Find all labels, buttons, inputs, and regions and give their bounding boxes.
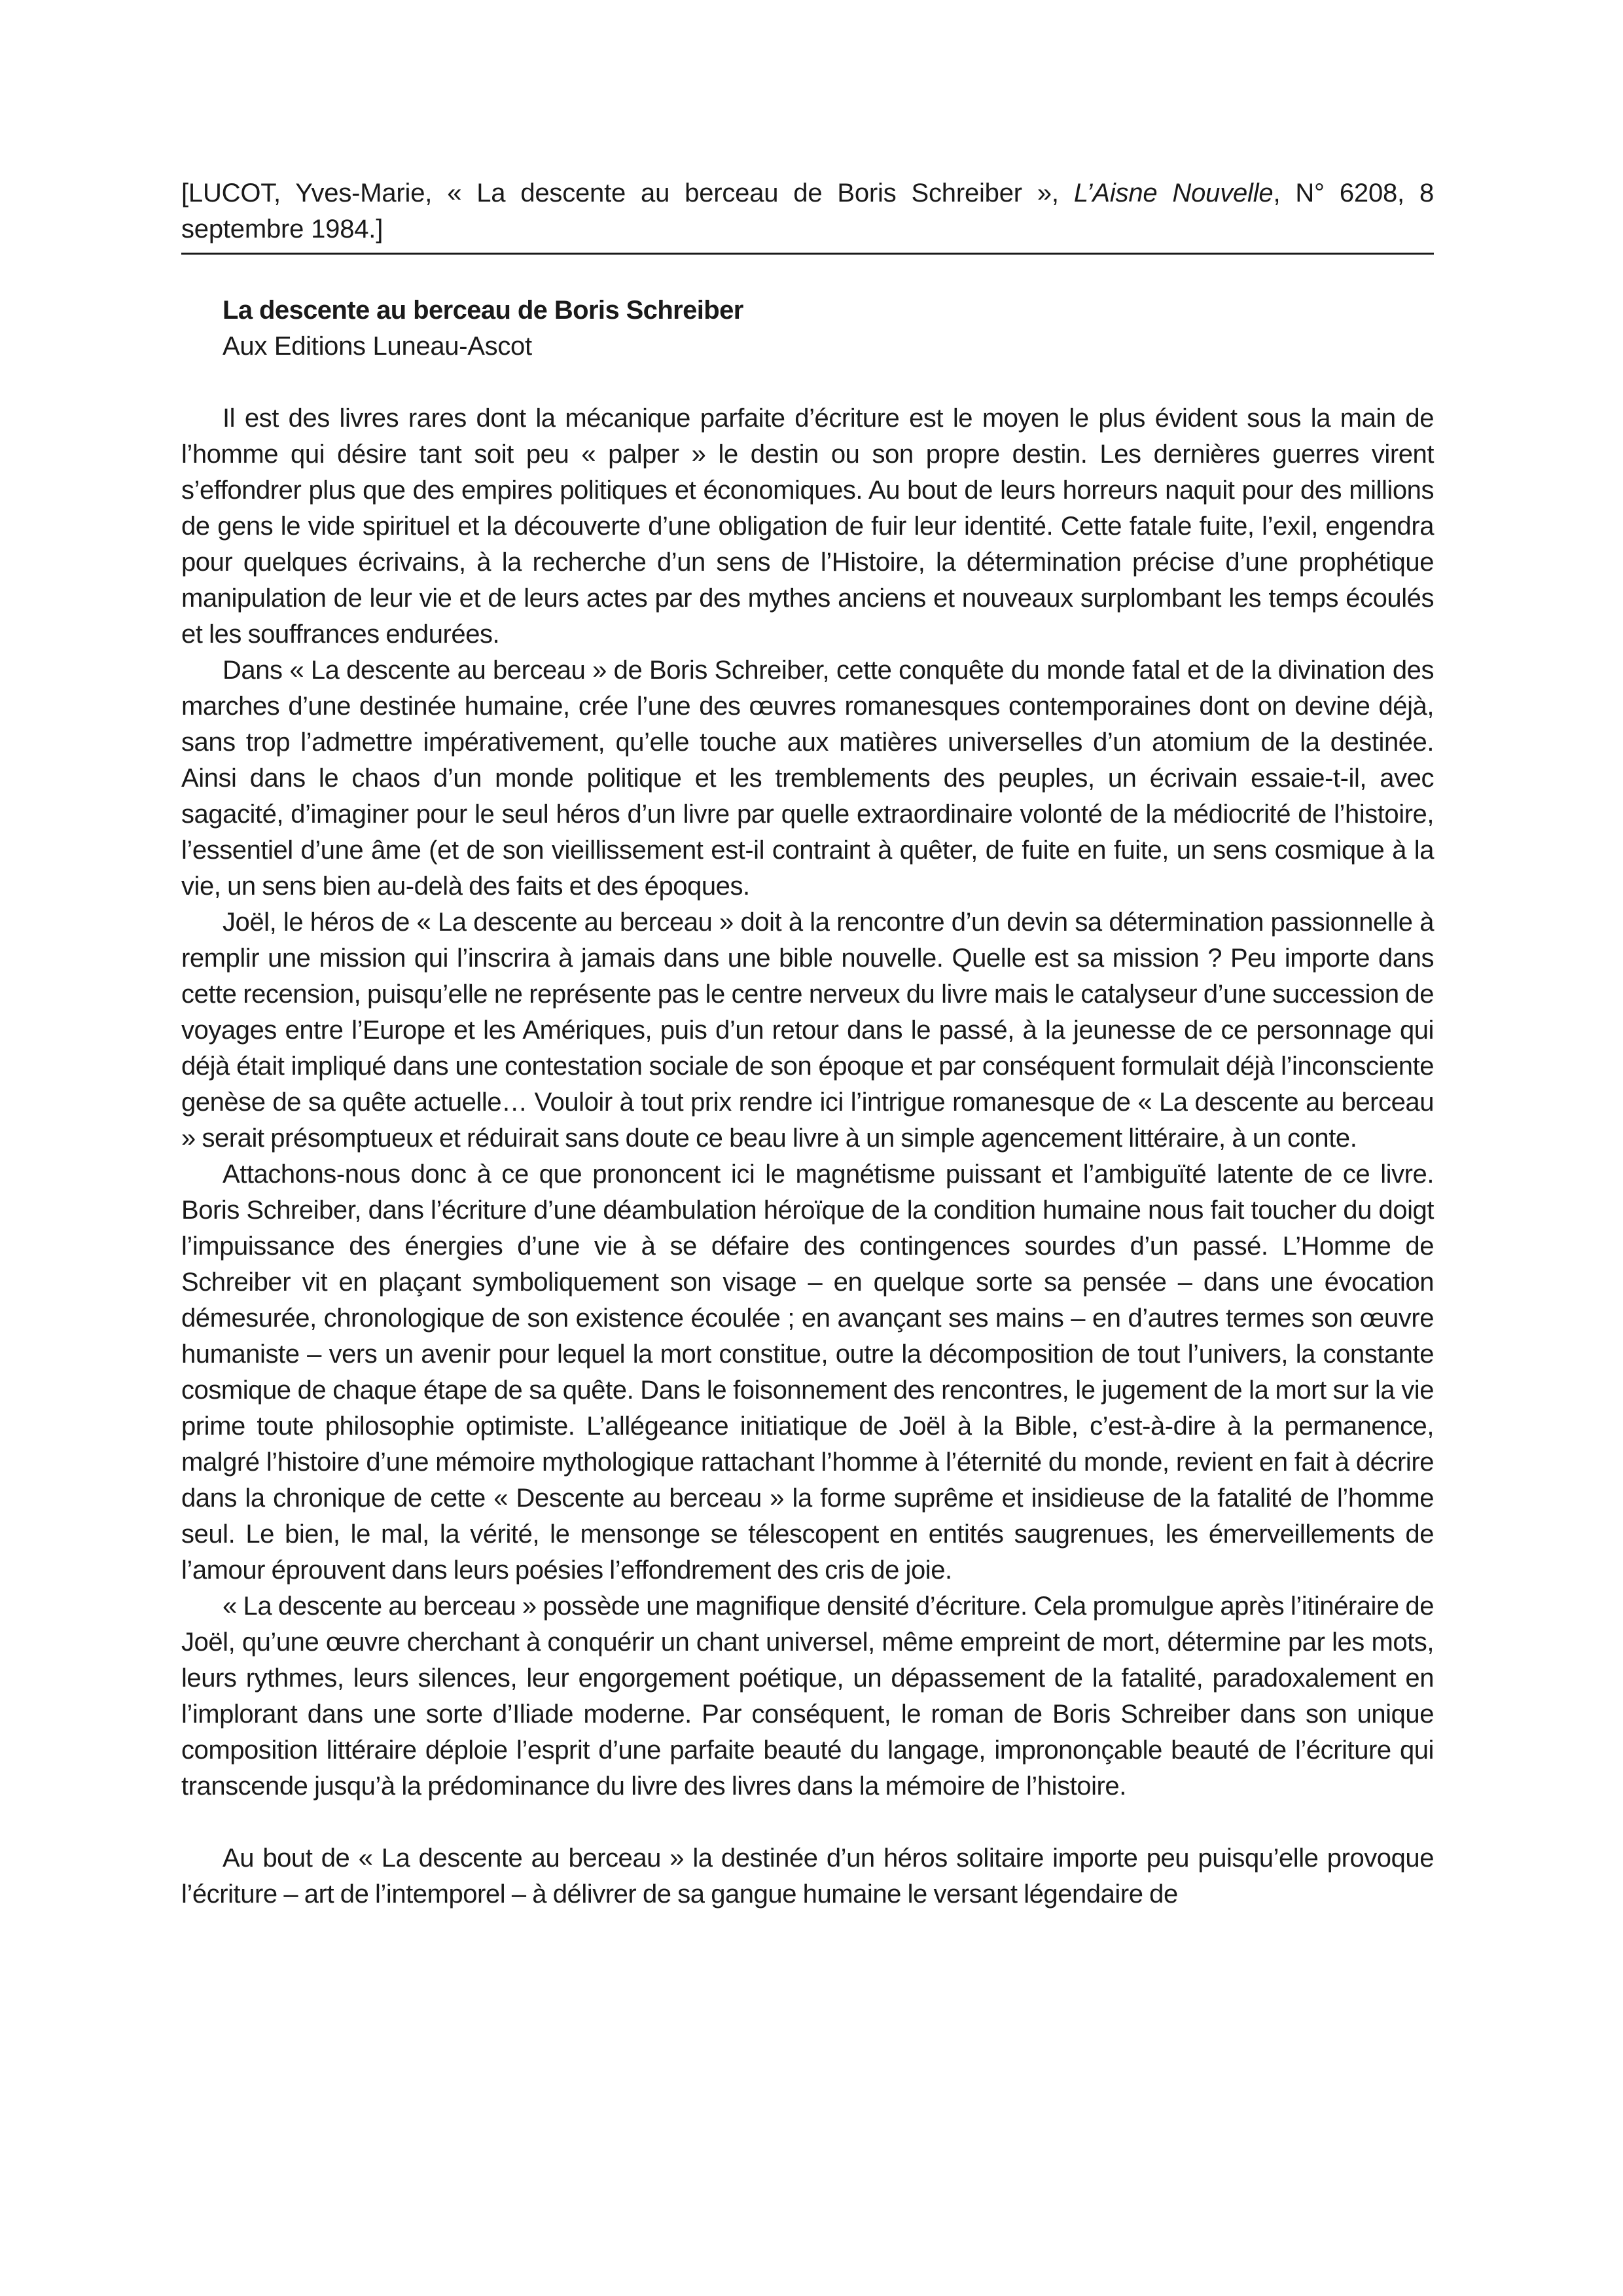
paragraph: Il est des livres rares dont la mécanique parfaite d’écriture est le moyen le plus évident sous la main de l’homme qui désire tant soit peu « palper » le destin ou son propre destin. Les dernières guerres virent s’effondrer plus que des empires politiques et économiques. Au bout de leurs horreurs naquit pour des millions de gens le vide spirituel et la découverte d’une obligation de fuir leur identité. Cette fatale fuite, l’exil, engendra pour quelques écrivains, à la recherche d’un sens de l’Histoire, la détermination précise d’une prophétique manipulation de leur vie et de leurs actes par des mythes anciens et nouveaux surplombant les temps écoulés et les souffrances endurées.	[181, 404, 1434, 649]
paragraph: Joël, le héros de « La descente au berceau » doit à la rencontre d’un devin sa détermination passionnelle à remplir une mission qui l’inscrira à jamais dans une bible nouvelle. Quelle est sa mission ? Peu importe dans cette recension, puisqu’elle ne représente pas le centre nerveux du livre mais le catalyseur d’une succession de voyages entre l’Europe et les Amériques, puis d’un retour dans le passé, à la jeunesse de ce personnage qui déjà était impliqué dans une contestation sociale de son époque et par conséquent formulait déjà l’inconsciente genèse de sa quête actuelle… Vouloir à tout prix rendre ici l’intrigue romanesque de « La descente au berceau » serait présomptueux et réduirait sans doute ce beau livre à un simple agencement littéraire, à un conte.	[181, 908, 1434, 1153]
paragraph: Dans « La descente au berceau » de Boris Schreiber, cette conquête du monde fatal et de la divination des marches d’une destinée humaine, crée l’une des œuvres romanesques contemporaines dont on devine déjà, sans trop l’admettre impérativement, qu’elle touche aux matières universelles d’un atomium de la destinée. Ainsi dans le chaos d’un monde politique et les tremblements des peuples, un écrivain essaie-t-il, avec sagacité, d’imaginer pour le seul héros d’un livre par quelle extraordinaire volonté de la médiocrité de l’histoire, l’essentiel d’une âme (et de son vieillissement est-il contraint à quêter, de fuite en fuite, un sens cosmique à la vie, un sens bien au-delà des faits et des époques.	[181, 656, 1434, 901]
book-title: La descente au berceau de Boris Schreiber	[223, 296, 743, 325]
paragraph: Attachons-nous donc à ce que prononcent ici le magnétisme puissant et l’ambiguïté latente de ce livre. Boris Schreiber, dans l’écriture d’une déambulation héroïque de la condition humaine nous fait toucher du doigt l’impuissance des énergies d’une vie à se défaire des contingences sourdes d’un passé. L’Homme de Schreiber vit en plaçant symboliquement son visage – en quelque sorte sa pensée – dans une évocation démesurée, chronologique de son existence écoulée ; en avançant ses mains – en d’autres termes son œuvre humaniste – vers un avenir pour lequel la mort constitue, outre la décomposition de tout l’univers, la constante cosmique de chaque étape de sa quête. Dans le foisonnement des rencontres, le jugement de la mort sur la vie prime toute philosophie optimiste. L’allégeance initiatique de Joël à la Bible, c’est-à-dire à la permanence, malgré l’histoire d’une mémoire mythologique rattachant l’homme à l’éternité du monde, revient en fait à décrire dans la chronique de cette « Descente au berceau » la forme suprême et insidieuse de la fatalité de l’homme seul. Le bien, le mal, la vérité, le mensonge se télescopent en entités saugrenues, les émerveillements de l’amour éprouvent dans leurs poésies l’effondrement des cris de joie.	[181, 1160, 1434, 1585]
citation-reference	[181, 175, 1434, 255]
citation-prefix: [LUCOT, Yves-Marie, « La descente au berceau de Boris Schreiber »,	[181, 179, 1074, 207]
document-page	[181, 175, 1434, 1912]
paragraph: « La descente au berceau » possède une magnifique densité d’écriture. Cela promulgue après l’itinéraire de Joël, qu’une œuvre cherchant à conquérir un chant universel, même empreint de mort, détermine par les mots, leurs rythmes, leurs silences, leur engorgement poétique, un dépassement de la fatalité, paradoxalement en l’implorant dans une sorte d’Iliade moderne. Par conséquent, le roman de Boris Schreiber dans son unique composition littéraire déploie l’esprit d’une parfaite beauté du langage, imprononçable beauté de l’écriture qui transcende jusqu’à la prédominance du livre des livres dans la mémoire de l’histoire.	[181, 1592, 1434, 1801]
paragraph: Au bout de « La descente au berceau » la destinée d’un héros solitaire importe peu puisqu’elle provoque l’écriture – art de l’intemporel – à délivrer de sa gangue humaine le versant légendaire de	[181, 1844, 1434, 1909]
citation-suffix: , N° 6208, 8 septembre 1984.]	[181, 179, 1434, 243]
book-heading	[181, 293, 1434, 365]
book-publisher: Aux Editions Luneau-Ascot	[223, 332, 532, 361]
review-body	[181, 401, 1434, 1912]
journal-name: L’Aisne Nouvelle	[1073, 179, 1274, 207]
